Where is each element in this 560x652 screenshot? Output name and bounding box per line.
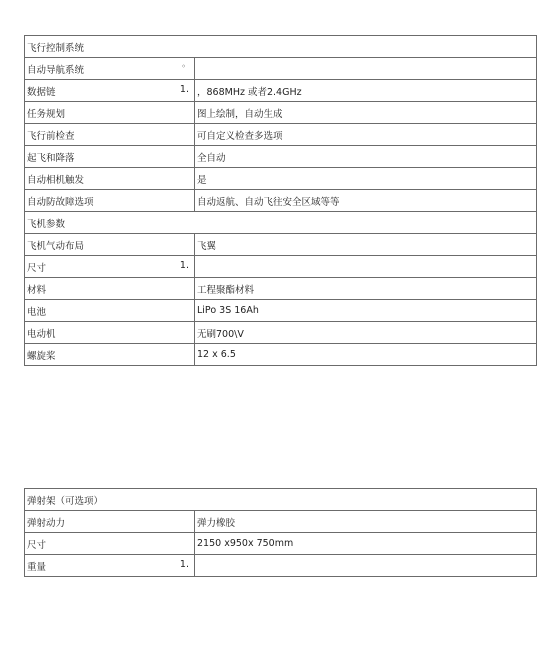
section-header: 飞行控制系统 [25,36,537,58]
table-row [25,58,537,80]
section-header: 弹射架（可选项） [25,489,537,511]
table-row [25,533,537,555]
row-value: 工程聚酯材料 [195,278,537,300]
row-label: 数据链 1. [25,80,195,102]
table-row [25,234,537,256]
row-value: 飞翼 [195,234,537,256]
table-row [25,190,537,212]
row-label: 飞机气动布局 [25,234,195,256]
row-value [195,58,537,80]
row-label: 自动防故障选项 [25,190,195,212]
table-row [25,322,537,344]
row-value: 全自动 [195,146,537,168]
table-row [25,80,537,102]
row-label: 螺旋桨 [25,344,195,366]
row-value: 可自定义检查多选项 [195,124,537,146]
table-row [25,102,537,124]
row-value: ，868MHz 或者2.4GHz [195,80,537,102]
section-header-row [25,36,537,58]
table-row [25,555,537,577]
row-label: 飞行前检查 [25,124,195,146]
table-row [25,300,537,322]
table-row [25,146,537,168]
section-header-row [25,489,537,511]
row-value: 2150 x950x 750mm [195,533,537,555]
row-value: 无刷700\V [195,322,537,344]
row-label: 自动相机触发 [25,168,195,190]
row-label: 尺寸 1. [25,256,195,278]
row-value: 自动返航、自动飞往安全区域等等 [195,190,537,212]
row-label: 重量 1. [25,555,195,577]
row-label: 弹射动力 [25,511,195,533]
row-value: LiPo 3S 16Ah [195,300,537,322]
list-number: 1. [179,83,189,95]
row-value: 12 x 6.5 [195,344,537,366]
row-label: 电动机 [25,322,195,344]
row-value: 弹力橡胶 [195,511,537,533]
table-row [25,511,537,533]
row-value [195,256,537,278]
row-value [195,555,537,577]
table-row [25,256,537,278]
row-label: 任务规划 [25,102,195,124]
row-label: 尺寸 [25,533,195,555]
table-row [25,344,537,366]
row-label: 材料 [25,278,195,300]
table-row [25,278,537,300]
row-label: 自动导航系统 ◦ [25,58,195,80]
row-value: 图上绘制，自动生成 [195,102,537,124]
row-value: 是 [195,168,537,190]
table-row [25,168,537,190]
table-row [25,124,537,146]
launcher-spec-table [24,488,537,577]
flight-spec-table [24,35,537,366]
row-label: 电池 [25,300,195,322]
bullet-marker: ◦ [181,61,186,71]
section-header: 飞机参数 [25,212,537,234]
row-label: 起飞和降落 [25,146,195,168]
section-header-row [25,212,537,234]
list-number: 1. [179,558,189,570]
list-number: 1. [179,259,189,271]
